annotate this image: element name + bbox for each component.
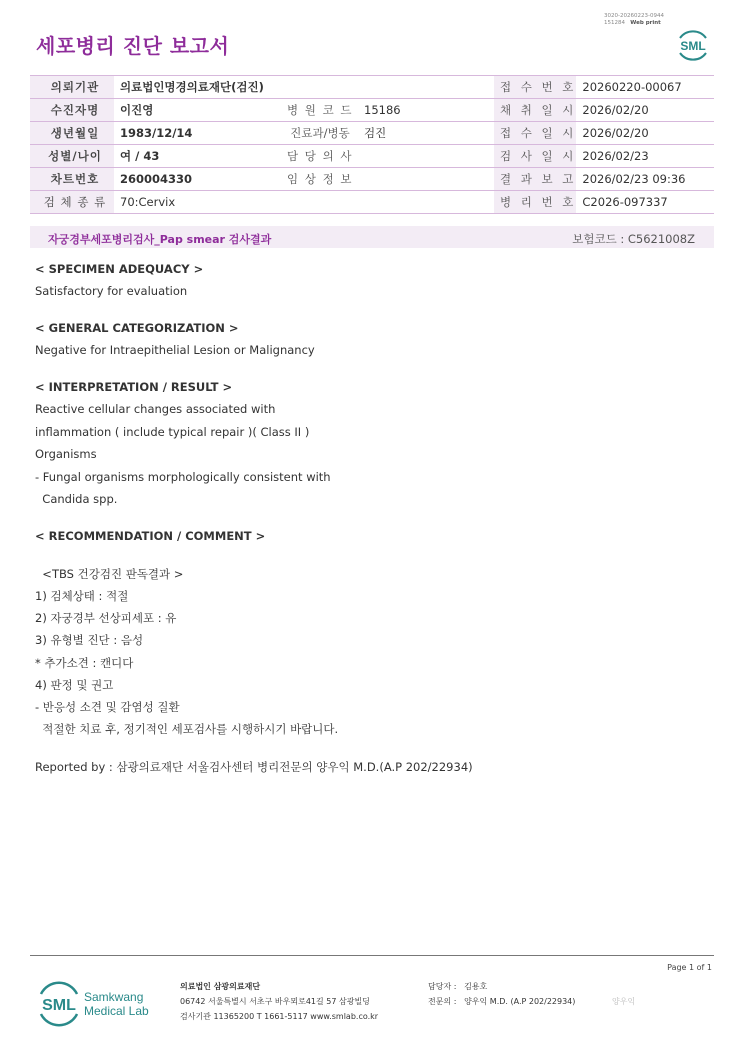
footer-logo-text: SML [42, 997, 76, 1014]
label-specimen-type: 검 체 종 류 [30, 191, 114, 214]
footer-logo [37, 980, 187, 1032]
expert-name: 양우익 M.D. (A.P 202/22934) [464, 997, 576, 1006]
sml-logo-icon [37, 980, 187, 1028]
recommendation-line: 2) 자궁경부 선상피세포 : 유 [35, 611, 177, 625]
charge-label: 담당자 : [428, 982, 457, 991]
value-receipt-date: 2026/02/20 [576, 122, 714, 145]
footer-address: 06742 서울특별시 서초구 바우뫼로41길 57 삼광빌딩 [180, 997, 370, 1006]
test-name: 자궁경부세포병리검사_Pap smear 검사결과 [48, 233, 272, 246]
label-birth: 생년월일 [30, 122, 114, 145]
value-sex-age: 여 / 43 [114, 145, 276, 168]
interpretation-line: inflammation ( include typical repair )( Class II ) [35, 425, 310, 439]
footer-contact: 검사기관 11365200 T 1661-5117 www.smlab.co.kr [180, 1012, 379, 1021]
interpretation-heading: < INTERPRETATION / RESULT > [35, 380, 233, 394]
label-collect-date: 채 취 일 시 [494, 99, 576, 122]
print-info [604, 13, 664, 27]
recommendation-line: 1) 검체상태 : 적절 [35, 589, 129, 603]
specimen-heading: < SPECIMEN ADEQUACY > [35, 262, 204, 276]
value-chart-no: 260004330 [114, 168, 276, 191]
signature: 양우익 [612, 997, 636, 1006]
label-receipt-date: 접 수 일 시 [494, 122, 576, 145]
charge-name: 김용호 [464, 982, 488, 991]
label-patient-name: 수진자명 [30, 99, 114, 122]
label-clinical-info: 임 상 정 보 [276, 168, 358, 191]
footer-org-info [180, 979, 378, 1024]
footer-logo-sub1: Samkwang [84, 990, 144, 1004]
page-number: Page 1 of 1 [667, 963, 712, 972]
value-doctor [358, 145, 494, 168]
value-collect-date: 2026/02/20 [576, 99, 714, 122]
specimen-text: Satisfactory for evaluation [35, 284, 188, 298]
value-clinical-info [358, 168, 494, 191]
print-label: Web print [630, 20, 661, 26]
value-hospital-code: 15186 [358, 99, 494, 122]
info-row [30, 122, 714, 145]
label-sex-age: 성별/나이 [30, 145, 114, 168]
info-row [30, 145, 714, 168]
info-row [30, 76, 714, 99]
recommendation-line: 적절한 치료 후, 정기적인 세포검사를 시행하시기 바랍니다. [35, 722, 339, 736]
recommendation-line: 3) 유형별 진단 : 음성 [35, 633, 144, 647]
patient-info-table [30, 75, 714, 214]
logo-text: SML [680, 39, 706, 53]
label-pathology-no: 병 리 번 호 [494, 191, 576, 214]
interpretation-line: Reactive cellular changes associated with [35, 402, 276, 416]
footer-logo-sub2: Medical Lab [84, 1004, 149, 1018]
recommendation-line: * 추가소견 : 캔디다 [35, 656, 134, 670]
value-report-date: 2026/02/23 09:36 [576, 168, 714, 191]
interpretation-line: - Fungal organisms morphologically consistent with [35, 470, 331, 484]
info-row [30, 168, 714, 191]
recommendation-heading: < RECOMMENDATION / COMMENT > [35, 529, 266, 543]
general-text: Negative for Intraepithelial Lesion or Malignancy [35, 343, 315, 357]
footer-org: 의료법인 삼광의료재단 [180, 982, 261, 991]
recommendation-line: 4) 판정 및 권고 [35, 678, 114, 692]
sml-logo-icon [674, 26, 712, 64]
label-chart-no: 차트번호 [30, 168, 114, 191]
value-requester: 의료법인명경의료재단(검진) [114, 76, 494, 99]
label-test-date: 검 사 일 시 [494, 145, 576, 168]
print-code: 3020-20260223-0944 [604, 13, 664, 19]
label-report-date: 결 과 보 고 [494, 168, 576, 191]
general-heading: < GENERAL CATEGORIZATION > [35, 321, 239, 335]
page-title: 세포병리 진단 보고서 [36, 34, 230, 58]
interpretation-line: Candida spp. [35, 492, 118, 506]
value-receipt-no: 20260220-00067 [576, 76, 714, 99]
interpretation-line: Organisms [35, 447, 97, 461]
info-row [30, 99, 714, 122]
expert-label: 전문의 : [428, 997, 457, 1006]
info-row [30, 191, 714, 214]
label-receipt-no: 접 수 번 호 [494, 76, 576, 99]
value-department: 검진 [358, 122, 494, 145]
label-department: 진료과/병동 [276, 122, 358, 145]
footer-divider [30, 955, 714, 956]
value-test-date: 2026/02/23 [576, 145, 714, 168]
insurance-code: 보험코드 : C5621008Z [572, 232, 695, 246]
label-requester: 의뢰기관 [30, 76, 114, 99]
value-birth: 1983/12/14 [114, 122, 276, 145]
value-specimen-type: 70:Cervix [114, 191, 494, 214]
label-hospital-code: 병 원 코 드 [276, 99, 358, 122]
label-doctor: 담 당 의 사 [276, 145, 358, 168]
recommendation-line: <TBS 건강검진 판독결과 > [35, 567, 184, 581]
print-code-2: 151284 [604, 20, 625, 26]
reported-by: Reported by : 삼광의료재단 서울검사센터 병리전문의 양우익 M.D.(A.P 202/22934) [35, 760, 473, 774]
value-patient-name: 이진영 [114, 99, 276, 122]
recommendation-line: - 반응성 소견 및 감염성 질환 [35, 700, 180, 714]
footer-staff [428, 979, 575, 1009]
value-pathology-no: C2026-097337 [576, 191, 714, 214]
